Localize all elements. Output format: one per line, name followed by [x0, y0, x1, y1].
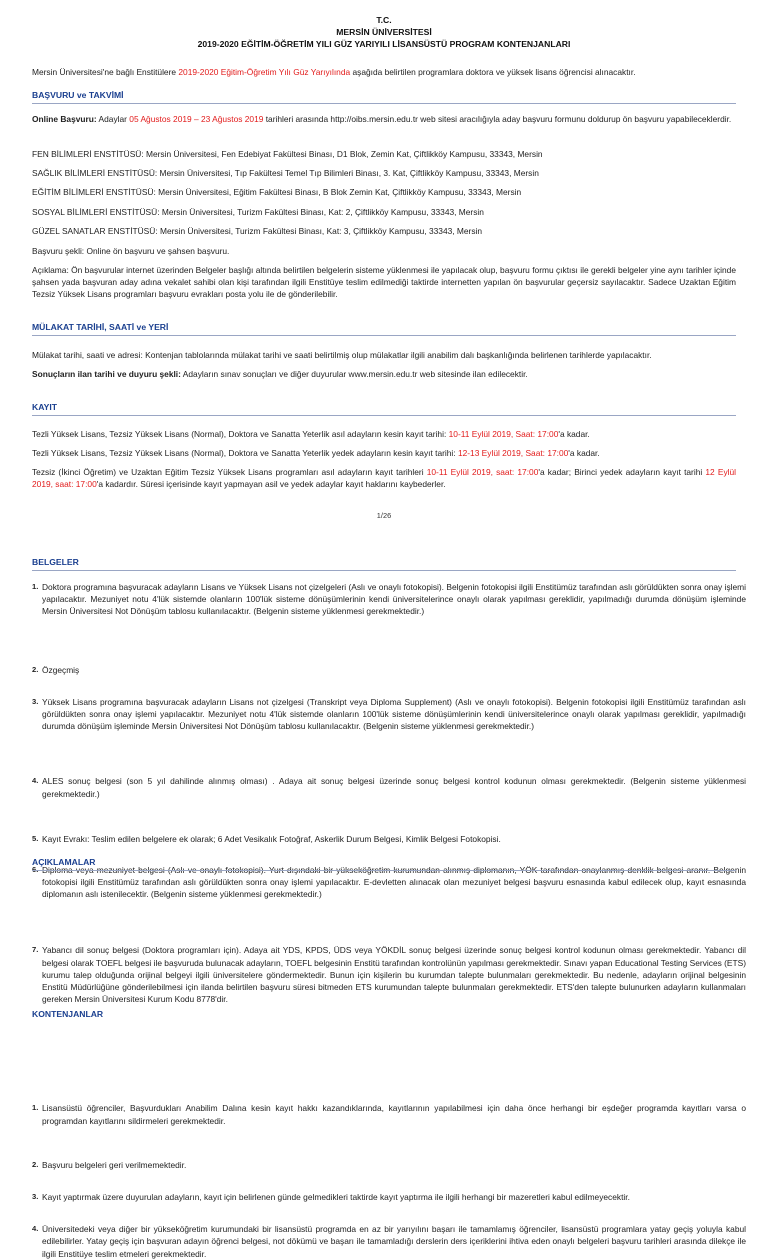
saglik-enstitusu-address: SAĞLIK BİLİMLERİ ENSTİTÜSÜ: Mersin Üniversitesi, Tıp Fakültesi Temel Tıp Bilimleri Binası, 3. Kat, Çiftlikköy Kampusu, 33343, Mersin: [32, 168, 539, 178]
kayit-yedek-paragraph: Tezli Yüksek Lisans, Tezsiz Yüksek Lisans (Normal), Doktora ve Sanatta Yeterlik yedek adayların kesin kayıt tarihi: 12-13 Eylül 2019, Saat: 17:00'a kadar.: [32, 448, 600, 458]
belge-item: 5. Kayıt Evrakı: Teslim edilen belgelere ek olarak; 6 Adet Vesikalık Fotoğraf, Askerlik Durum Belgesi, Kimlik Belgesi Fotokopisi.: [32, 833, 501, 844]
section-kayit: [32, 401, 736, 416]
header-title: 2019-2020 EĞİTİM-ÖĞRETİM YILI GÜZ YARIYILI LİSANSÜSTÜ PROGRAM KONTENJANLARI: [197, 39, 571, 50]
basvuru-sekli: Başvuru şekli: Online ön başvuru ve şahsen başvuru.: [32, 246, 230, 256]
belge-item: 6. Diploma veya mezuniyet belgesi (Aslı ve onaylı fotokopisi). Yurt dışındaki bir yükseköğretim kurumundan alınmış diplomanın, YÖK tarafından onaylanmış denklik belgesi aranır. Belgenin fotokopisi ilgili Enstitümüz tarafından aslı görüldükten sonra onay işlemi yapılacaktır. E-devletten alınacak olan mezuniyet belgesi başvuru esnasında kabul edilecek olup, kayıt esnasında diplomanın aslı istenilecektir. (Belgenin sisteme yüklenmesi gerekmektedir.): [32, 864, 746, 900]
belge-item: 7. Yabancı dil sonuç belgesi (Doktora programları için). Adaya ait YDS, KPDS, ÜDS veya YÖKDİL sonuç belgesi üzerinde sonuç belgesi kontrol kodunun olması gerekmektedir. Yabancı dil belgesi olarak TOEFL belgesi ile başvuruda bulunacak adayların, TOEFL belgesinin Enstitü tarafından kontrolünün yapılması gerekmektedir. Sınavı yapan Educational Testing Services (ETS) kurumu talep olduğunda orijinal belgeyi ilgili üniversitelere göndermektedir. Bunun için kişilerin bu kurumdan talepte bulunmaları gerekmektedir. Bu nedenle, adayların orijinal belgesinin Enstitü Müdürlüğüne gönderilebilmesi için ilanda belirtilen başvuru süresi bitmeden ETS kurumundan talepte bulunmaları gerekmektedir. ETS'den talepte bulunurken adayların kullanmaları gereken Mersin Üniversitesi Kurum Kodu 8778'dir.: [32, 945, 746, 1005]
online-basvuru-paragraph: Online Başvuru: Adaylar 05 Ağustos 2019 – 23 Ağustos 2019 tarihleri arasında http://oibs.mersin.edu.tr web sitesi aracılığıyla aday başvuru formunu doldurup ön başvuru yapabileceklerdir.: [32, 114, 732, 124]
belge-item: 3. Yüksek Lisans programına başvuracak adayların Lisans not çizelgesi (Transkript veya Diploma Supplement) (Aslı ve onaylı fotokopisi). Belgenin fotokopisi ilgili Enstitümüz tarafından aslı görüldükten sonra onay işlemi yapılacaktır. Mezuniyet notu 4'lük sistemde olanların 100'lük sisteme dönüşümlerinin kendi üniversitelerince onaylı olarak yapılması gereklidir, yapılmadığı durumda dönüşüm işleminde Mersin Üniversitesi Not Dönüşüm tablosu kullanılacaktır. (Belgenin sisteme yüklenmesi gerekmektedir.): [32, 696, 746, 732]
section-aciklamalar: [32, 856, 736, 871]
section-kontenjanlar: [32, 1008, 736, 1022]
belge-item: 1. Doktora programına başvuracak adayların Lisans ve Yüksek Lisans not çizelgeleri (Aslı ve onaylı fotokopisi). Belgenin fotokopisi ilgili Enstitümüz tarafından aslı görüldükten sonra onay işlemi yapılacaktır. Mezuniyet notu 4'lük sistemde olanların 100'lük sisteme dönüşümlerinin kendi üniversitelerince onaylı olarak yapılması gereklidir, yapılmadığı durumda dönüşüm işleminde Mersin Üniversitesi Not Dönüşüm tablosu kullanılacaktır. (Belgenin sisteme yüklenmesi gerekmektedir.): [32, 582, 746, 617]
section-basvuru: [32, 89, 736, 104]
belge-item: 2. Özgeçmiş: [32, 664, 80, 675]
section-mulakat: [32, 321, 736, 336]
guzel-sanatlar-enstitusu-address: GÜZEL SANATLAR ENSTİTÜSÜ: Mersin Üniversitesi, Turizm Fakültesi Binası, Kat: 3, Çiftlikköy Kampusu, 33343, Mersin: [32, 226, 483, 236]
egitim-enstitusu-address: EĞİTİM BİLİMLERİ ENSTİTÜSÜ: Mersin Üniversitesi, Eğitim Fakültesi Binası, B Blok Zemin Kat, Çiftlikköy Kampusu, 33343, Mersin: [32, 187, 522, 197]
aciklama-item: 2. Başvuru belgeleri geri verilmemektedir.: [32, 1159, 187, 1170]
aciklama-item: 4. Üniversitedeki veya diğer bir yükseköğretim kurumundaki bir lisansüstü programda en az bir yarıyılını başarı ile tamamlamış öğrenciler, lisansüstü programlara yatay geçiş yoluyla kabul edilebilirler. Yatay geçiş için başvuran adayın öğrenci belgesi, not dökümü ve başarı ile tamamladığı derslerin ders içeriklerini ihtiva eden onaylı belgeleri başvuru tarihleri arasında dilekçe ile ilgili Enstitüye teslim etmeleri gerekmektedir.: [32, 1224, 746, 1259]
section-title-belgeler: BELGELER: [32, 556, 736, 571]
belge-item: 4. ALES sonuç belgesi (son 5 yıl dahilinde alınmış olması) . Adaya ait sonuç belgesi üzerinde sonuç belgesi kontrol kodunun olması gerekmektedir. (Belgenin sisteme yüklenmesi gerekmektedir.): [32, 776, 746, 799]
section-title-mulakat: MÜLAKAT TARİHİ, SAATİ ve YERİ: [32, 321, 736, 336]
intro-paragraph: Mersin Üniversitesi'ne bağlı Enstitülere 2019-2020 Eğitim-Öğretim Yılı Güz Yarıyılında aşağıda belirtilen programlara doktora ve yüksek lisans öğrencisi alınacaktır.: [32, 67, 636, 77]
section-title-basvuru: BAŞVURU ve TAKVİMİ: [32, 89, 736, 104]
section-belgeler: [32, 556, 736, 571]
aciklama-item: 3. Kayıt yaptırmak üzere duyurulan adayların, kayıt için belirlenen günde gelmedikleri taktirde kayıt yaptırma ile ilgili herhangi bir mazeretleri kabul edilmeyecektir.: [32, 1191, 630, 1202]
section-title-aciklamalar: AÇIKLAMALAR: [32, 856, 736, 871]
header-tc: T.C.: [376, 15, 392, 25]
kayit-asil-paragraph: Tezli Yüksek Lisans, Tezsiz Yüksek Lisans (Normal), Doktora ve Sanatta Yeterlik asıl adayların kesin kayıt tarihi: 10-11 Eylül 2019, Saat: 17:00'a kadar.: [32, 429, 590, 439]
sonuc-ilan-paragraph: Sonuçların ilan tarihi ve duyuru şekli: Adayların sınav sonuçları ve diğer duyurular www.mersin.edu.tr web sitesinde ilan edilecektir.: [32, 369, 528, 379]
section-title-kontenjanlar: KONTENJANLAR: [32, 1009, 104, 1019]
kayit-tezsiz-paragraph: Tezsiz (İkinci Öğretim) ve Uzaktan Eğitim Tezsiz Yüksek Lisans programları asıl adayların kayıt tarihleri 10-11 Eylül 2019, saat: 17:00'a kadar; Birinci yedek adayların kayıt tarihi 12 Eylül 2019, saat: 17:00'a kadardır. Süresi içerisinde kayıt yapmayan asil ve yedek adaylar kayıt haklarını kaybederler.: [32, 467, 737, 490]
header-university: MERSİN ÜNİVERSİTESİ: [336, 27, 432, 38]
document-header: [0, 14, 768, 50]
sosyal-enstitusu-address: SOSYAL BİLİMLERİ ENSTİTÜSÜ: Mersin Üniversitesi, Turizm Fakültesi Binası, Kat: 2, Çiftlikköy Kampusu, 33343, Mersin: [32, 207, 484, 217]
section-title-kayit: KAYIT: [32, 401, 736, 416]
mulakat-paragraph: Mülakat tarihi, saati ve adresi: Kontenjan tablolarında mülakat tarihi ve saati belirtilmiş olup mülakatlar ilgili anabilim dalı başkanlığında belirlenen tarihlerde yapılacaktır.: [32, 350, 652, 360]
aciklama-paragraph: Açıklama: Ön başvurular internet üzerinden Belgeler başlığı altında belirtilen belgelerin sisteme yüklenmesi ile yapılacak olup, başvuru formu çıktısı ile gerekli belgeler yine aynı tarihler içinde şahsen yada başvuran aday adına vekalet sahibi olan kişi tarafından ilgili Enstitüye teslim edilmediği taktirde internetten yapılan ön başvurular geçersiz sayılacaktır. Sadece Uzaktan Eğitim Tezsiz Yüksek Lisans programları başvuru evrakları posta yolu ile de gönderilebilir.: [32, 265, 736, 300]
page-number: 1/26: [376, 511, 392, 520]
aciklama-item: 1. Lisansüstü öğrenciler, Başvurdukları Anabilim Dalına kesin kayıt hakkı kazandıklarında, kayıtlarının yapılabilmesi için daha önce herhangi bir eşdeğer programda kayıtları varsa o programdan kayıtlarını sildirmeleri gerekmektedir.: [32, 1103, 746, 1126]
fen-enstitusu-address: FEN BİLİMLERİ ENSTİTÜSÜ: Mersin Üniversitesi, Fen Edebiyat Fakültesi Binası, D1 Blok, Zemin Kat, Çiftlikköy Kampusu, 33343, Mersin: [32, 149, 543, 159]
